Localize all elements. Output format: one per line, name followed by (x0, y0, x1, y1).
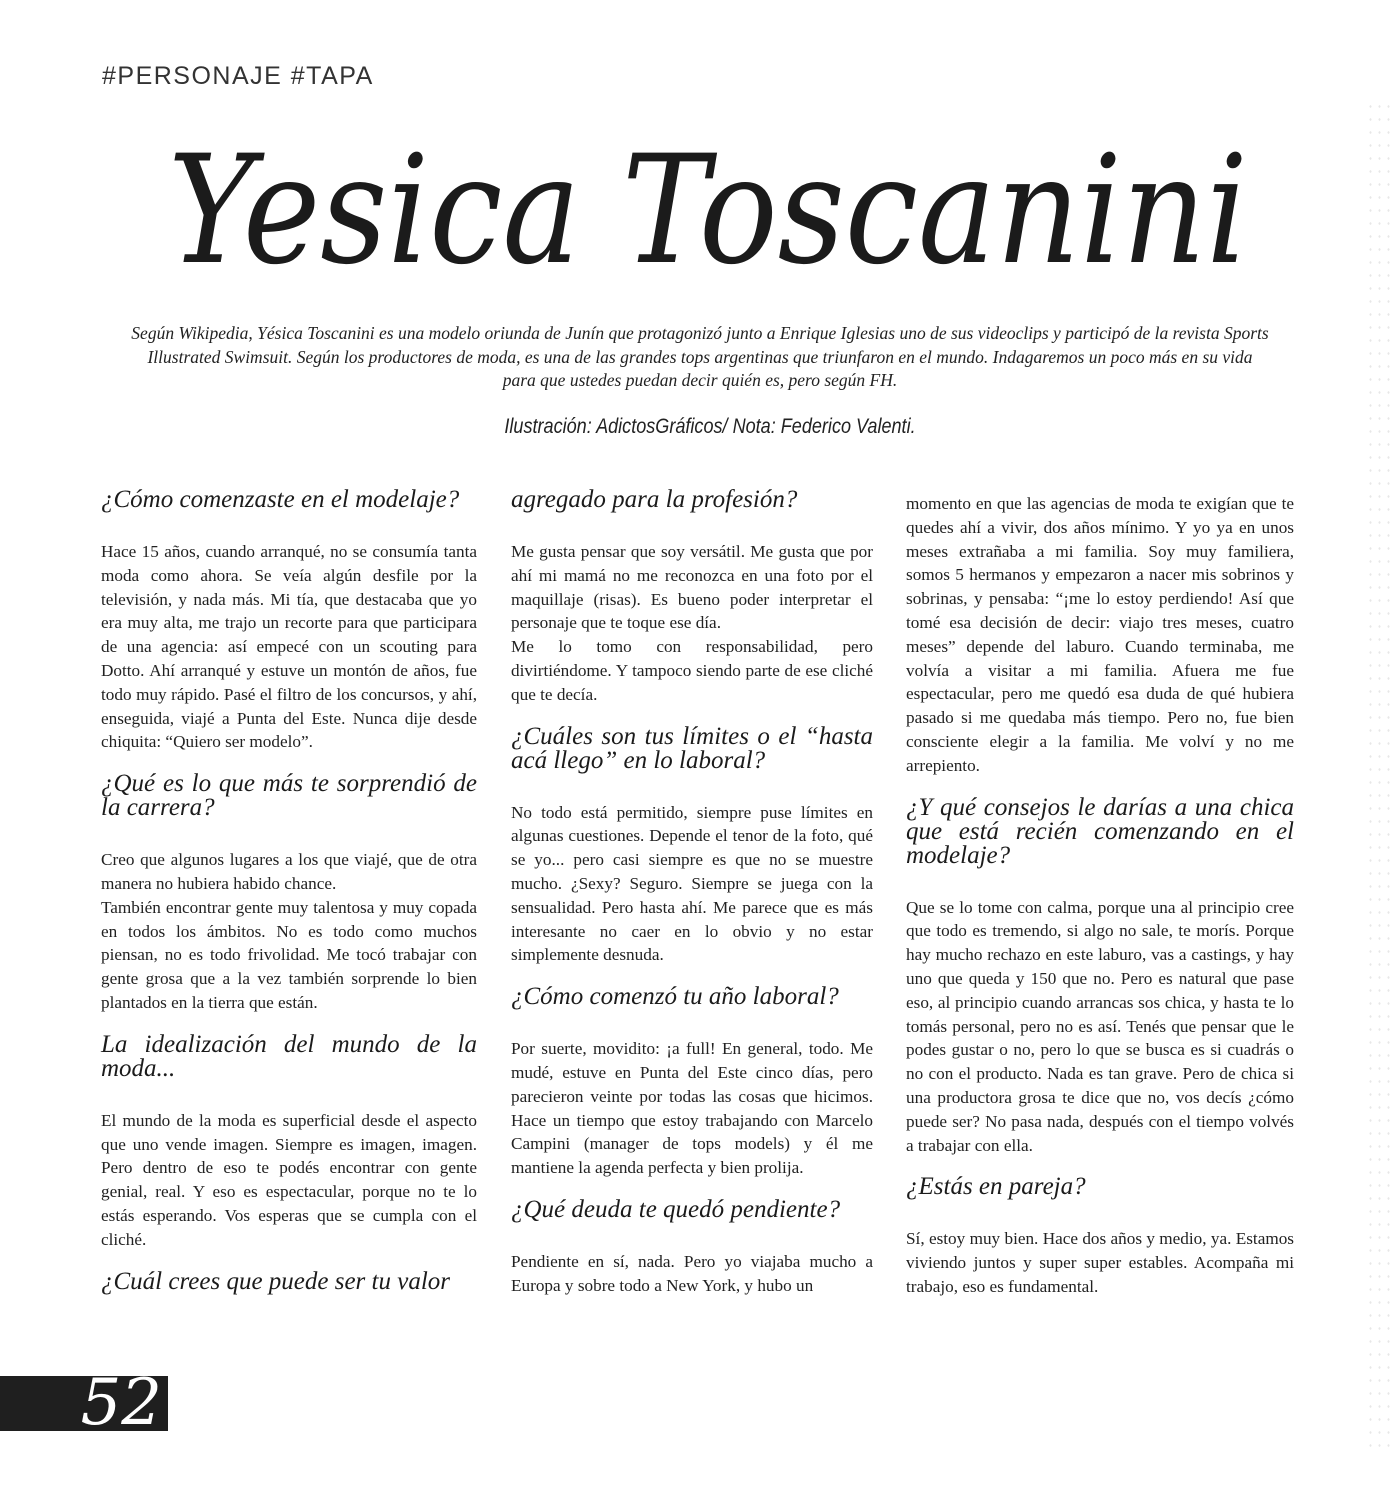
column-3 (906, 492, 1294, 1317)
section-tag: #PERSONAJE #TAPA (102, 62, 374, 90)
question-heading: agregado para la profesión? (511, 486, 798, 513)
credits: Ilustración: AdictosGráficos/ Nota: Federico Valenti. (504, 415, 916, 438)
page-number-block (0, 1376, 168, 1431)
question-heading: ¿Cuáles son tus límites o el “hasta acá llego” en lo laboral? (511, 722, 873, 774)
answer-paragraph: Por suerte, movidito: ¡a full! En general, todo. Me mudé, estuve en Punta del Este cinco días, pero parecieron veinte por todas las cosas que hicimos. Hace un tiempo que estoy trabajando con Marcelo Campini (manager de tops models) y él me mantiene la agenda perfecta y bien prolija. (511, 1039, 873, 1178)
answer-paragraph: También encontrar gente muy talentosa y muy copada en todos los ámbitos. No es todo como muchos piensan, no es todo frivolidad. Me tocó trabajar con gente grosa que a la vez también sorprende lo bien plantados en la tierra que están. (101, 897, 477, 1012)
column-2 (511, 486, 873, 1316)
question-heading: ¿Estás en pareja? (906, 1173, 1086, 1201)
question-heading: ¿Cómo comenzó tu año laboral? (511, 983, 839, 1011)
page-number: 52 (80, 1376, 162, 1431)
answer-paragraph: El mundo de la moda es superficial desde el aspecto que uno vende imagen. Siempre es imagen, imagen. Pero dentro de eso te podés encontrar con gente genial, real. Y eso es espectacular, porque no te lo estás esperando. Vos esperas que se cumpla con el cliché. (101, 1110, 477, 1249)
question-heading: La idealización del mundo de la moda... (101, 1030, 477, 1082)
answer-paragraph: Hace 15 años, cuando arranqué, no se consumía tanta moda como ahora. Se veía algún desfile por la televisión, y nada más. Mi tía, que destacaba que yo era muy alta, me trajo un recorte para que participara de una agencia: así empecé con un scouting para Dotto. Ahí arranqué y estuve un montón de años, fue todo muy rápido. Pasé el filtro de los concursos, y ahí, enseguida, viajé a Punta del Este. Nunca dije desde chiquita: “Quiero ser modelo”. (101, 542, 477, 752)
page-edge-texture (1366, 100, 1396, 1450)
answer-paragraph: Me gusta pensar que soy versátil. Me gusta que por ahí mi mamá no me reconozca en una foto por el maquillaje (risas). Es bueno poder interpretar el personaje que te toque ese día. (511, 542, 873, 633)
question-heading: ¿Qué deuda te quedó pendiente? (511, 1195, 841, 1223)
answer-paragraph: Creo que algunos lugares a los que viajé, que de otra manera no hubiera habido chance. (101, 850, 477, 893)
question-heading: ¿Qué es lo que más te sorprendió de la carrera? (101, 770, 477, 822)
article-title (160, 112, 1260, 322)
question-heading: ¿Y qué consejos le darías a una chica que está recién comenzando en el modelaje? (906, 793, 1294, 869)
answer-paragraph: Me lo tomo con responsabilidad, pero divirtiéndome. Y tampoco siendo parte de ese cliché que te decía. (511, 637, 873, 704)
title-text: Yesica Toscanini (168, 124, 1248, 298)
answer-paragraph: momento en que las agencias de moda te exigían que te quedes ahí a vivir, dos años mínimo. Y yo ya en unos meses extrañaba a mi familia. Soy muy familiera, somos 5 hermanos y empezaron a nacer mis sobrinos y sobrinas, y pensaba: “¡me lo estoy perdiendo! Así que tomé esa decisión de decir: viajo tres meses, cuatro meses” depende del laburo. Cuando terminaba, me volvía a visitar a mi familia. Afuera me fue espectacular, pero me quedó esa duda de qué hubiera pasado si me quedaba más tiempo. Pero no, fue bien consciente elegir a la familia. Me volví y no me arrepiento. (906, 494, 1294, 775)
answer-paragraph: Sí, estoy muy bien. Hace dos años y medio, ya. Estamos viviendo juntos y super super estables. Acompaña mi trabajo, eso es fundamental. (906, 1229, 1294, 1296)
question-heading: ¿Cuál crees que puede ser tu valor (101, 1267, 450, 1295)
answer-paragraph: Que se lo tome con calma, porque una al principio cree que todo es tremendo, si algo no sale, te morís. Porque hay mucho rechazo en este laburo, vas a castings, y hay uno que queda y 150 que no. Pero es natural que pase eso, al principio cuando arrancas sos chica, y hasta te lo tomás personal, pero no es así. Tenés que pensar que le podes gustar o no, pero lo que se busca es si cuadrás o no con el producto. Nada es tan grave. Pero de chica si una productora grosa te dice que no, vos decís ¿cómo puede ser? No pasa nada, después con el tiempo volvés a trabajar con ella. (906, 897, 1294, 1155)
lead-paragraph: Según Wikipedia, Yésica Toscanini es una modelo oriunda de Junín que protagonizó junto a Enrique Iglesias uno de sus videoclips y participó de la revista Sports Illustrated Swimsuit. Según los productores de moda, es una de las grandes tops argentinas que triunfaron en el mundo. Indagaremos un poco más en su vida para que ustedes puedan decir quién es, pero según FH. (131, 323, 1269, 390)
title-script (160, 112, 1260, 322)
answer-paragraph: No todo está permitido, siempre puse límites en algunas cuestiones. Depende el tenor de la foto, qué se yo... pero casi siempre es que no se muestre mucho. ¿Sexy? Seguro. Siempre se juega con la sensualidad. Pero hasta ahí. Me parece que es más interesante no caer en lo obvio y no estar simplemente desnuda. (511, 802, 873, 965)
column-1 (101, 486, 477, 1322)
answer-paragraph: Pendiente en sí, nada. Pero yo viajaba mucho a Europa y sobre todo a New York, y hubo un (511, 1251, 873, 1295)
question-heading: ¿Cómo comenzaste en el modelaje? (101, 486, 460, 513)
